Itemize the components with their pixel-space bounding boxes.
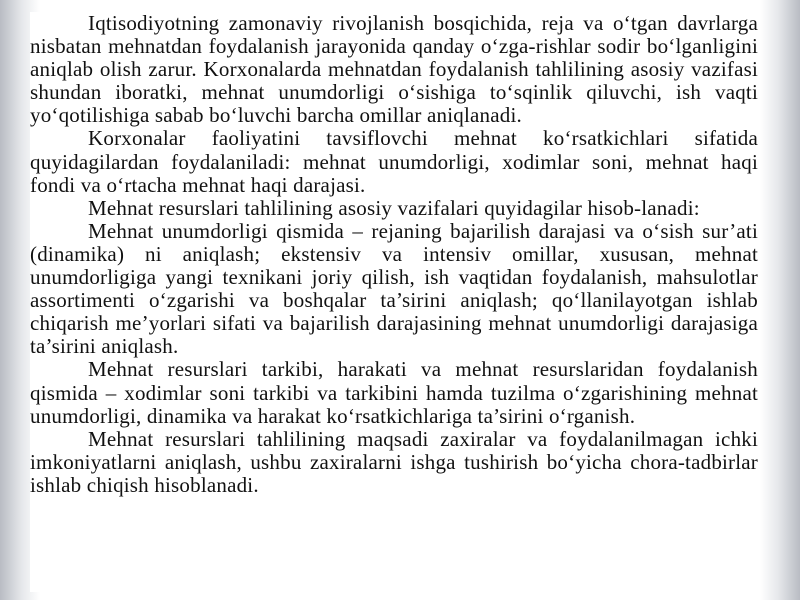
document-page — [30, 12, 758, 592]
paragraph-3: Mehnat resurslari tahlilining asosiy vazifalari quyidagilar hisob-lanadi: — [88, 195, 700, 220]
paragraph-1: Iqtisodiyotning zamonaviy rivojlanish bosqichida, reja va o‘tgan davrlarga nisbatan mehnatdan foydalanish jarayonida qanday o‘zga-rishlar sodir bo‘lganligini aniqlab olish zarur. Korxonalarda mehnatdan foydalanish tahlilining asosiy vazifasi shundan iboratki, mehnat unumdorligi o‘sishiga to‘sqinlik qiluvchi, ish vaqti yo‘qotilishiga sabab bo‘luvchi barcha omillar aniqlanadi. — [30, 11, 758, 128]
paragraph-5: Mehnat resurslari tarkibi, harakati va mehnat resurslaridan foydalanish qismida – xodimlar soni tarkibi va tarkibini hamda tuzilma o‘zgarishining mehnat unumdorligi, dinamika va harakat ko‘rsatkichlariga ta’sirini o‘rganish. — [30, 357, 758, 428]
paragraph-4: Mehnat unumdorligi qismida – rejaning bajarilish darajasi va o‘sish sur’ati (dinamika) ni aniqlash; ekstensiv va intensiv omillar, xususan, mehnat unumdorligiga yangi texnikani joriy qilish, ish vaqtidan foydalanish, mahsulotlar assortimenti o‘zgarishi va boshqalar ta’sirini aniqlash; qo‘llanilayotgan ishlab chiqarish me’yorlari sifati va bajarilish darajasining mehnat unumdorligi darajasiga ta’sirini aniqlash. — [30, 218, 758, 359]
paragraph-6: Mehnat resurslari tahlilining maqsadi zaxiralar va foydalanilmagan ichki imkoniyatlarni aniqlash, ushbu zaxiralarni ishga tushirish bo‘yicha chora-tadbirlar ishlab chiqish hisoblanadi. — [30, 426, 758, 497]
paragraph-2: Korxonalar faoliyatini tavsiflovchi mehnat ko‘rsatkichlari sifatida quyidagilardan foydalaniladi: mehnat unumdorligi, xodimlar soni, mehnat haqi fondi va o‘rtacha mehnat haqi darajasi. — [30, 126, 758, 197]
